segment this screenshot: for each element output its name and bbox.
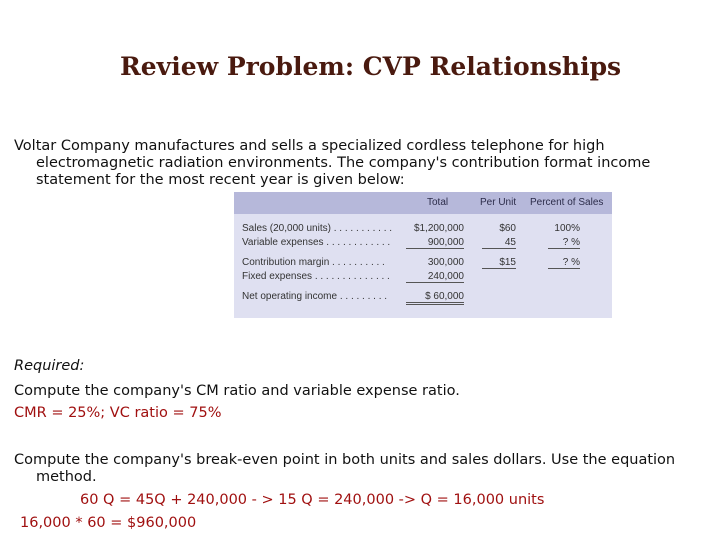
slide-title: Review Problem: CVP Relationships xyxy=(120,52,622,81)
row-label: Variable expenses . . . . . . . . . . . . xyxy=(242,237,391,248)
row-label: Fixed expenses . . . . . . . . . . . . . . xyxy=(242,271,390,282)
row-total: $1,200,000 xyxy=(413,223,464,234)
intro-line-1: Voltar Company manufactures and sells a specialized cordless telephone for high xyxy=(14,138,605,154)
question-2-line-2: method. xyxy=(36,469,97,485)
question-1: Compute the company's CM ratio and variable expense ratio. xyxy=(14,383,460,399)
intro-line-2: electromagnetic radiation environments. The company's contribution format income xyxy=(36,155,651,171)
row-unit: $15 xyxy=(482,257,516,269)
row-pct: ? % xyxy=(548,257,580,269)
answer-2-equation: 60 Q = 45Q + 240,000 - > 15 Q = 240,000 -> Q = 16,000 units xyxy=(80,492,545,508)
row-total: 300,000 xyxy=(427,257,464,268)
row-total: 900,000 xyxy=(406,237,464,249)
required-label: Required: xyxy=(14,358,85,374)
income-statement-table xyxy=(234,192,612,318)
row-unit: 45 xyxy=(482,237,516,249)
answer-1: CMR = 25%; VC ratio = 75% xyxy=(14,405,222,421)
header-percent: Percent of Sales xyxy=(530,197,604,208)
question-2-line-1: Compute the company's break-even point in both units and sales dollars. Use the equation xyxy=(14,452,676,468)
header-total: Total xyxy=(427,197,449,208)
row-label: Net operating income . . . . . . . . . xyxy=(242,291,388,302)
row-pct: ? % xyxy=(548,237,580,249)
row-total: $ 60,000 xyxy=(406,291,464,305)
row-label: Sales (20,000 units) . . . . . . . . . . . xyxy=(242,223,393,234)
header-per-unit: Per Unit xyxy=(480,197,517,208)
row-label: Contribution margin . . . . . . . . . . xyxy=(242,257,385,268)
row-unit: $60 xyxy=(499,223,516,234)
row-pct: 100% xyxy=(554,223,580,234)
question-2 xyxy=(14,452,704,486)
intro-line-3: statement for the most recent year is given below: xyxy=(36,172,405,188)
answer-2-dollars: 16,000 * 60 = $960,000 xyxy=(20,515,197,531)
row-total: 240,000 xyxy=(406,271,464,283)
intro-paragraph xyxy=(14,138,694,189)
